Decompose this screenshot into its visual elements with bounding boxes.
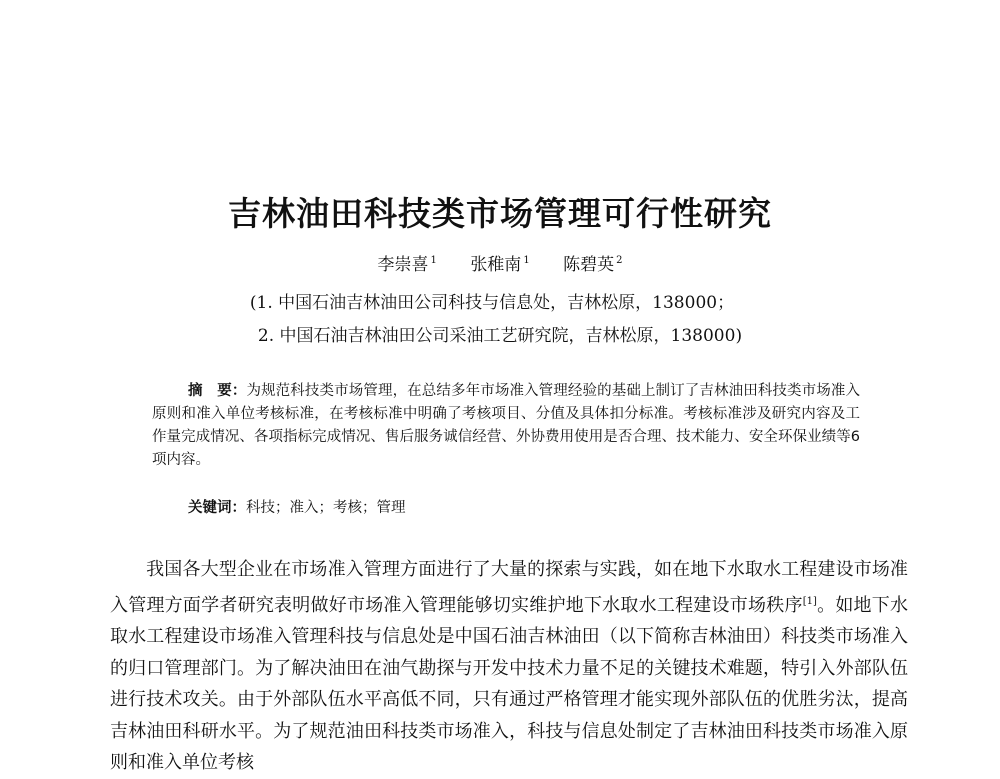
author-name: 李崇喜 (377, 255, 429, 275)
body-paragraph (110, 554, 908, 779)
author-list (0, 250, 1000, 275)
paper-title: 吉林油田科技类市场管理可行性研究 (228, 194, 772, 233)
abstract-label: 摘 要： (188, 383, 247, 399)
abstract-text: 为规范科技类市场管理，在总结多年市场准入管理经验的基础上制订了吉林油田科技类市场准入原则和准入单位考核标准，在考核标准中明确了考核项目、分值及具体扣分标准。考核标准涉及研究内容及工作量完成情况、各项指标完成情况、售后服务诚信经营、外协费用使用是否合理、技术能力、安全环保业绩等6项内容。 (152, 383, 861, 468)
affiliation-mark: 2 (616, 255, 623, 267)
abstract (152, 380, 860, 472)
author (563, 255, 622, 275)
body-text-part: 我国各大型企业在市场准入管理方面进行了大量的探索与实践，如在地下水取水工程建设市场准入管理方面学者研究表明做好市场准入管理能够切实维护地下水取水工程建设市场秩序 (110, 559, 908, 616)
author-name: 陈碧英 (563, 255, 615, 275)
affiliation-mark: 1 (430, 255, 437, 267)
keywords-text: 科技；准入；考核；管理 (246, 500, 406, 516)
author (470, 255, 529, 275)
keywords-label: 关键词： (188, 500, 246, 516)
author-name: 张稚南 (470, 255, 522, 275)
keywords (188, 496, 406, 517)
author (378, 255, 437, 275)
body-text-part: 。如地下水取水工程建设市场准入管理科技与信息处是中国石油吉林油田（以下简称吉林油田）科技类市场准入的归口管理部门。为了解决油田在油气勘探与开发中技术力量不足的关键技术难题，特引入外部队伍进行技术攻关。由于外部队伍水平高低不同，只有通过严格管理才能实现外部队伍的优胜劣汰，提高吉林油田科研水平。为了规范油田科技类市场准入，科技与信息处制定了吉林油田科技类市场准入原则和准入单位考核 (110, 594, 909, 773)
affiliation-mark: 1 (523, 255, 530, 267)
affiliation-line: (1. 中国石油吉林油田公司科技与信息处，吉林松原，138000； (249, 293, 735, 313)
affiliation-line: 2. 中国石油吉林油田公司采油工艺研究院，吉林松原，138000) (257, 326, 743, 346)
citation-ref[interactable]: [1] (802, 595, 817, 607)
